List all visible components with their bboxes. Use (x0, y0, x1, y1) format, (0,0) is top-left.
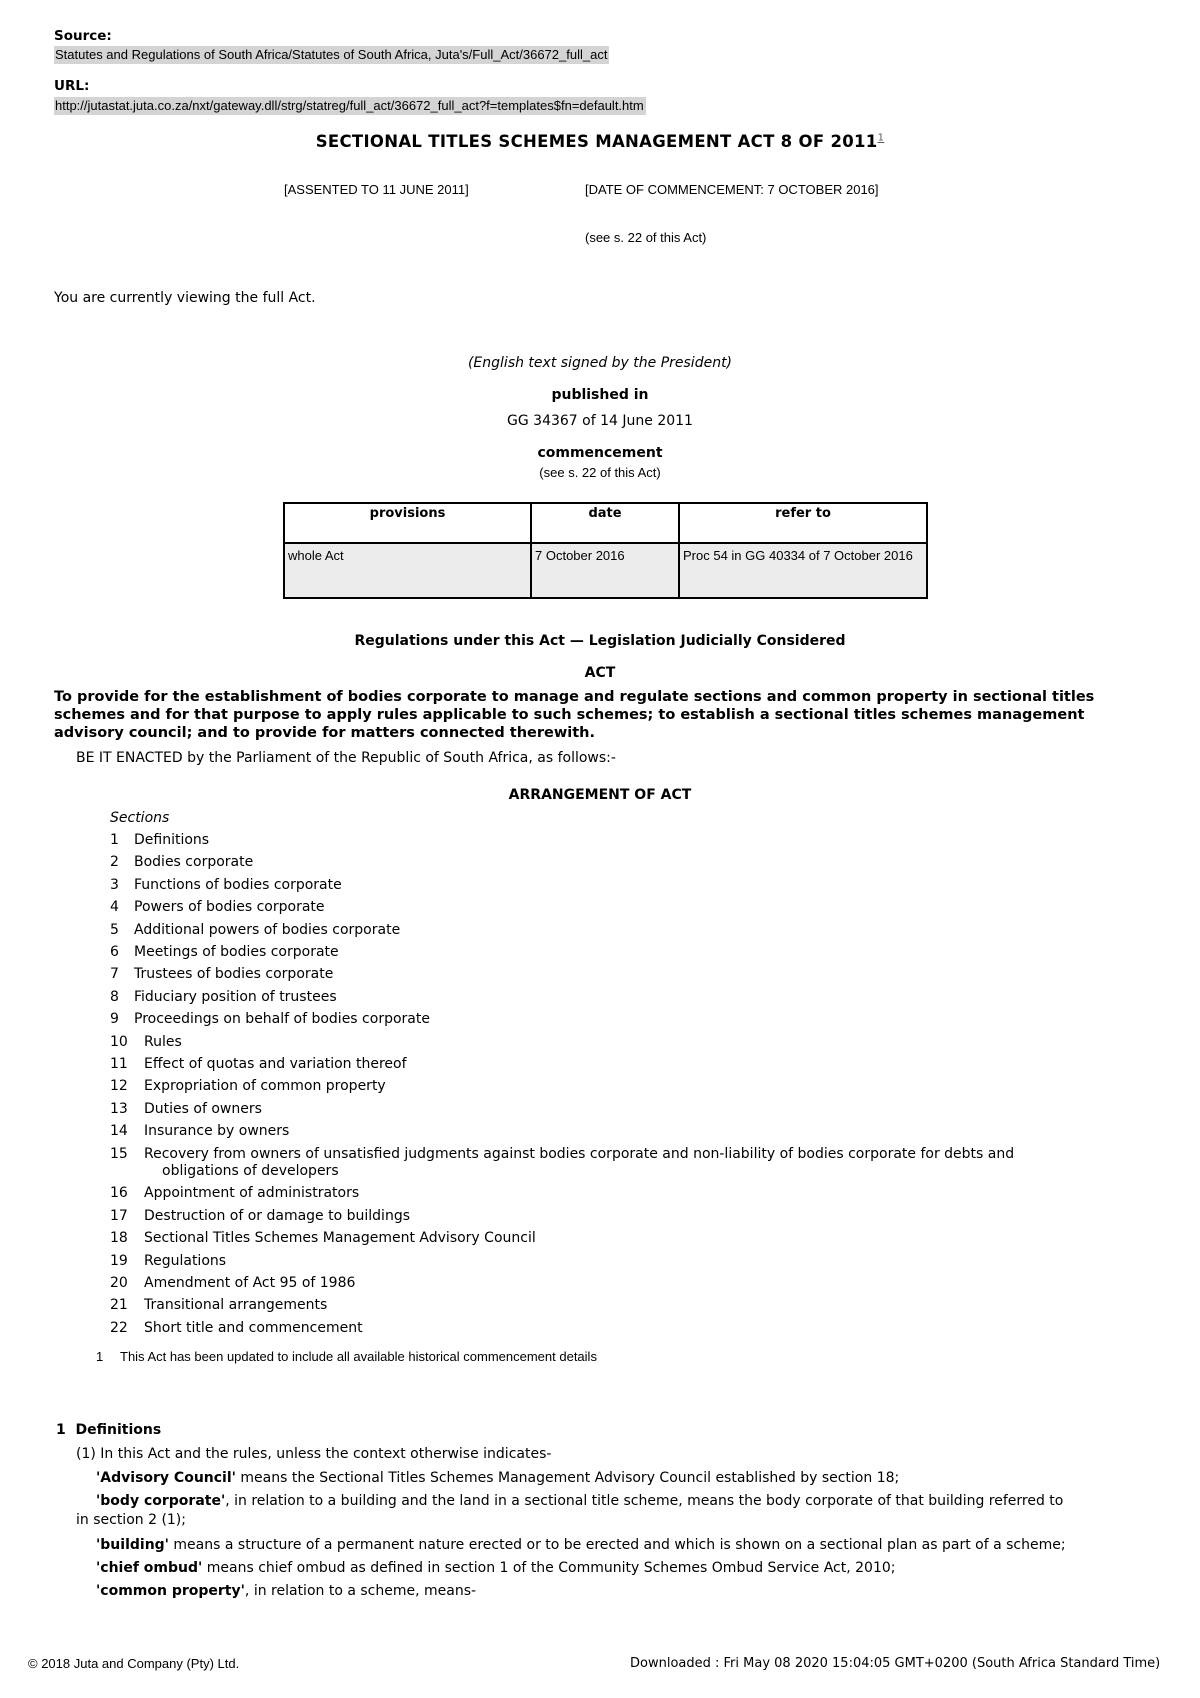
definition (96, 1537, 1066, 1553)
viewing-note: You are currently viewing the full Act. (54, 290, 316, 306)
toc-item-number: 4 (110, 899, 119, 916)
toc-item[interactable] (110, 1056, 407, 1072)
toc-item-title: Effect of quotas and variation thereof (144, 1056, 407, 1072)
toc-item-title: Short title and commencement (144, 1319, 363, 1336)
act-title-text: SECTIONAL TITLES SCHEMES MANAGEMENT ACT 8 OF 2011 (315, 132, 878, 151)
toc-item-title: Powers of bodies corporate (134, 899, 325, 916)
toc-item-title: Destruction of or damage to buildings (144, 1207, 410, 1224)
definition-text: means a structure of a permanent nature erected or to be erected and which is shown on a sectional plan as part of a scheme; (168, 1537, 1066, 1553)
definition (96, 1470, 899, 1486)
toc-item-title: Duties of owners (144, 1100, 262, 1117)
toc-item-title: Expropriation of common property (144, 1078, 386, 1095)
footnote-number: 1 (96, 1349, 104, 1364)
toc-item[interactable] (110, 1275, 355, 1291)
enacting-clause: BE IT ENACTED by the Parliament of the Republic of South Africa, as follows:- (76, 750, 616, 766)
section-number: 1 (56, 1422, 66, 1438)
definition-term: 'common property' (96, 1583, 245, 1599)
act-heading: ACT (584, 665, 616, 681)
definition-term: 'body corporate' (96, 1493, 226, 1509)
sections-label: Sections (110, 810, 170, 826)
toc-item[interactable] (110, 1320, 363, 1336)
toc-item-title: Insurance by owners (144, 1123, 290, 1140)
toc-item-number: 9 (110, 1011, 119, 1028)
title-footnote-link[interactable]: 1 (877, 132, 885, 144)
toc-item-title: Definitions (134, 832, 210, 848)
related-links[interactable]: Regulations under this Act — Legislation Judicially Considered (354, 633, 846, 649)
section-title: Definitions (75, 1422, 162, 1438)
table-header-row (284, 503, 927, 543)
footnote (96, 1349, 597, 1364)
toc-item-number: 22 (110, 1319, 128, 1336)
section-heading (56, 1422, 161, 1438)
toc-item-title: Additional powers of bodies corporate (134, 921, 401, 938)
download-timestamp: Downloaded : Fri May 08 2020 15:04:05 GMT+0200 (South Africa Standard Time) (630, 1656, 1161, 1671)
arrangement-heading: ARRANGEMENT OF ACT (508, 787, 692, 803)
toc-item[interactable] (110, 832, 209, 848)
copyright: © 2018 Juta and Company (Pty) Ltd. (28, 1656, 240, 1671)
toc-item-number: 11 (110, 1056, 128, 1072)
section-intro: (1) In this Act and the rules, unless the context otherwise indicates- (76, 1446, 552, 1462)
toc-item-title: Meetings of bodies corporate (134, 944, 339, 960)
table-cell: whole Act (284, 543, 531, 598)
table-row (284, 543, 927, 598)
toc-item-number: 3 (110, 876, 119, 893)
toc-item-number: 19 (110, 1252, 128, 1269)
source-path: Statutes and Regulations of South Africa/Statutes of South Africa, Juta's/Full_Act/36672_full_act (55, 47, 608, 62)
table-cell: 7 October 2016 (531, 543, 679, 598)
toc-item[interactable] (110, 1297, 327, 1313)
table-header: provisions (284, 503, 531, 543)
toc-item-number: 10 (110, 1033, 128, 1050)
toc-item[interactable] (110, 1146, 1014, 1162)
toc-item[interactable] (110, 944, 339, 960)
commencement-table (283, 502, 928, 599)
toc-item[interactable] (110, 1253, 226, 1269)
definition-term: 'Advisory Council' (96, 1470, 236, 1486)
definition (96, 1493, 1063, 1509)
toc-item[interactable] (110, 1230, 536, 1246)
toc-item-continuation: obligations of developers (162, 1163, 339, 1179)
toc-item-number: 5 (110, 921, 119, 938)
toc-item-title: Fiduciary position of trustees (134, 988, 337, 1005)
toc-item-number: 7 (110, 966, 119, 983)
definition-continuation: in section 2 (1); (76, 1512, 186, 1528)
toc-item-number: 13 (110, 1100, 128, 1117)
definition (96, 1560, 896, 1576)
toc-item-number: 14 (110, 1123, 128, 1140)
table-cell: Proc 54 in GG 40334 of 7 October 2016 (679, 543, 927, 598)
toc-item-number: 18 (110, 1230, 128, 1247)
toc-item-title: Transitional arrangements (144, 1297, 328, 1314)
url-label: URL: (54, 78, 90, 94)
toc-item[interactable] (110, 1185, 359, 1201)
toc-item-number: 8 (110, 988, 119, 1005)
toc-item-number: 12 (110, 1078, 128, 1095)
toc-item[interactable] (110, 1123, 289, 1139)
act-title (0, 132, 1200, 151)
definition-text: , in relation to a building and the land in a sectional title scheme, means the body corporate of that building referred to (225, 1493, 1064, 1509)
toc-item-title: Recovery from owners of unsatisfied judgments against bodies corporate and non-liability of bodies corporate for debts and (144, 1145, 1015, 1162)
toc-item[interactable] (110, 989, 337, 1005)
toc-item-title: Amendment of Act 95 of 1986 (144, 1275, 356, 1291)
toc-item[interactable] (110, 1101, 262, 1117)
toc-item-number: 17 (110, 1207, 128, 1224)
gazette-reference: GG 34367 of 14 June 2011 (507, 413, 693, 429)
toc-item[interactable] (110, 877, 342, 893)
toc-item-title: Appointment of administrators (144, 1185, 360, 1202)
toc-item-number: 1 (110, 832, 119, 848)
toc-item-number: 15 (110, 1145, 128, 1162)
toc-item[interactable] (110, 854, 253, 870)
toc-item-title: Rules (144, 1033, 182, 1050)
toc-item-title: Functions of bodies corporate (134, 876, 342, 893)
commencement-see: (see s. 22 of this Act) (539, 465, 661, 480)
assented-date: [ASSENTED TO 11 JUNE 2011] (284, 182, 469, 197)
long-title: To provide for the establishment of bodies corporate to manage and regulate sections and common property in sectional titles schemes and for that purpose to apply rules applicable to such schemes; to establish a sectional titles schemes management advisory council; and to provide for matters connected therewith. (54, 689, 1095, 741)
definition-term: 'chief ombud' (96, 1560, 203, 1576)
toc-item[interactable] (110, 1034, 182, 1050)
commencement-date: [DATE OF COMMENCEMENT: 7 OCTOBER 2016] (585, 182, 879, 197)
toc-item[interactable] (110, 1208, 410, 1224)
definition-text: means chief ombud as defined in section 1 of the Community Schemes Ombud Service Act, 2010; (202, 1560, 896, 1576)
toc-item[interactable] (110, 1011, 430, 1027)
toc-item-number: 16 (110, 1185, 128, 1202)
toc-item-title: Bodies corporate (134, 854, 254, 871)
toc-item[interactable] (110, 922, 400, 938)
definition (96, 1583, 476, 1599)
published-in-label: published in (551, 387, 649, 403)
toc-item[interactable] (110, 1078, 386, 1094)
toc-item-title: Trustees of bodies corporate (134, 966, 334, 983)
toc-item-number: 6 (110, 944, 119, 960)
see-section-note: (see s. 22 of this Act) (585, 230, 707, 245)
definition-term: 'building' (96, 1537, 169, 1553)
toc-item[interactable] (110, 899, 325, 915)
toc-item-number: 20 (110, 1275, 128, 1291)
commencement-label: commencement (537, 445, 663, 461)
source-url[interactable]: http://jutastat.juta.co.za/nxt/gateway.dll/strg/statreg/full_act/36672_full_act?f=templates$fn=default.htm (55, 98, 644, 113)
toc-item-number: 21 (110, 1297, 128, 1314)
table-header: refer to (679, 503, 927, 543)
toc-item-title: Proceedings on behalf of bodies corporate (134, 1011, 430, 1028)
signed-by: (English text signed by the President) (467, 355, 733, 371)
toc-item-number: 2 (110, 854, 119, 871)
toc-item-title: Sectional Titles Schemes Management Advisory Council (144, 1230, 536, 1247)
toc-item-title: Regulations (144, 1252, 227, 1269)
toc-item[interactable] (110, 966, 333, 982)
source-label: Source: (54, 28, 112, 44)
table-header: date (531, 503, 679, 543)
footnote-text: This Act has been updated to include all available historical commencement details (120, 1349, 597, 1364)
definition-text: means the Sectional Titles Schemes Management Advisory Council established by section 18; (235, 1470, 900, 1486)
definition-text: , in relation to a scheme, means- (244, 1583, 477, 1599)
